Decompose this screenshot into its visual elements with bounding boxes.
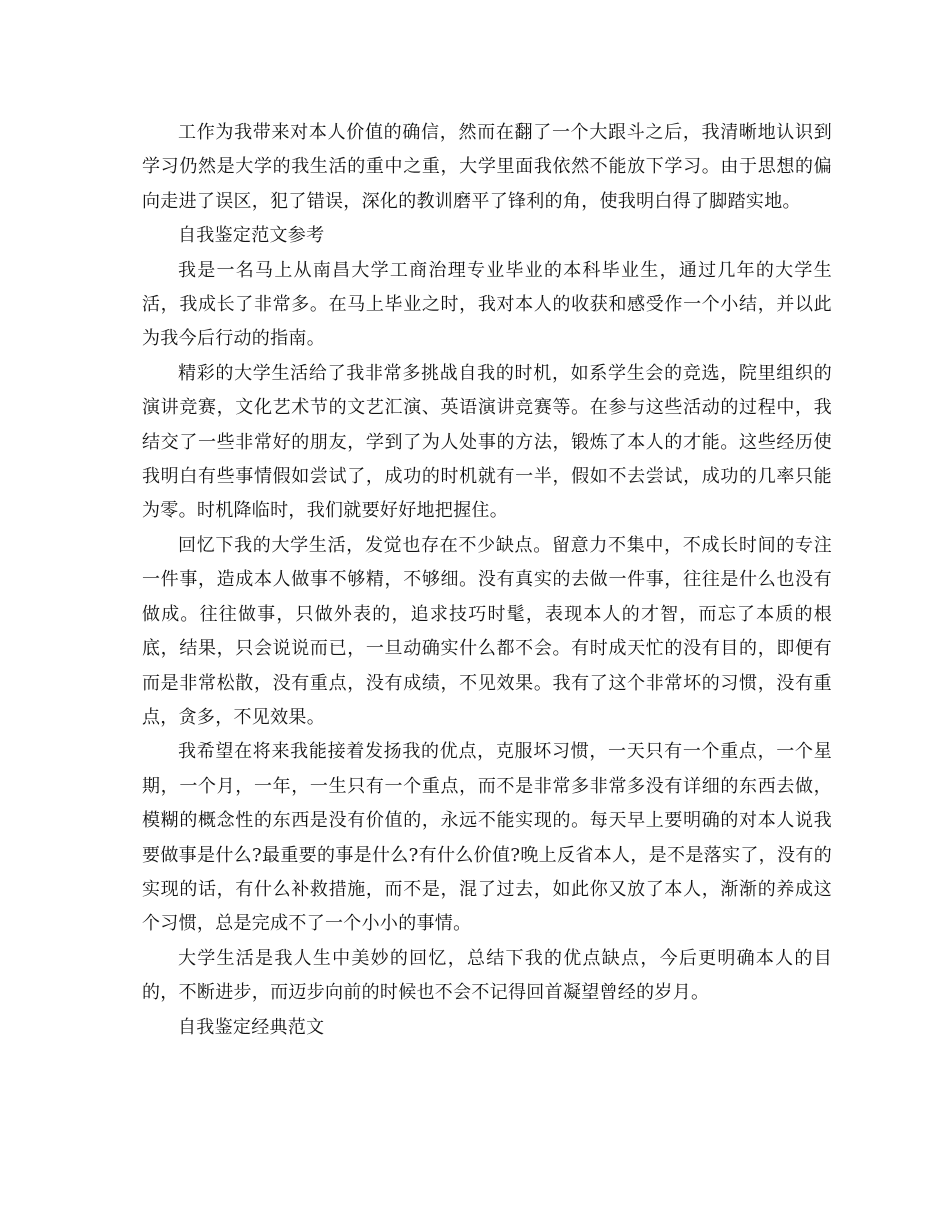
document-body	[142, 116, 832, 1045]
section-heading-reference: 自我鉴定范文参考	[178, 225, 325, 247]
section-heading-classic: 自我鉴定经典范文	[178, 1016, 325, 1038]
paragraph-future-goals: 我希望在将来我能接着发扬我的优点，克服坏习惯，一天只有一个重点，一个星期，一个月，一年，一生只有一个重点，而不是非常多非常多没有详细的东西去做，模糊的概念性的东西是没有价值的，永远不能实现的。每天早上要明确的对本人说我要做事是什么?最重要的事是什么?有什么价值?晚上反省本人，是不是落实了，没有的实现的话，有什么补救措施，而不是，混了过去，如此你又放了本人，渐渐的养成这个习惯，总是完成不了一个小小的事情。	[142, 741, 832, 935]
paragraph-work-reflection: 工作为我带来对本人价值的确信，然而在翻了一个大跟斗之后，我清晰地认识到学习仍然是大学的我生活的重中之重，大学里面我依然不能放下学习。由于思想的偏向走进了误区，犯了错误，深化的教训磨平了锋利的角，使我明白得了脚踏实地。	[142, 122, 832, 212]
paragraph-introduction: 我是一名马上从南昌大学工商治理专业毕业的本科毕业生，通过几年的大学生活，我成长了非常多。在马上毕业之时，我对本人的收获和感受作一个小结，并以此为我今后行动的指南。	[142, 259, 832, 350]
paragraph-shortcomings: 回忆下我的大学生活，发觉也存在不少缺点。留意力不集中，不成长时间的专注一件事，造成本人做事不够精，不够细。没有真实的去做一件事，往往是什么也没有做成。往往做事，只做外表的，追求技巧时髦，表现本人的才智，而忘了本质的根底，结果，只会说说而已，一旦动确实什么都不会。有时成天忙的没有目的，即便有而是非常松散，没有重点，没有成绩，不见效果。我有了这个非常坏的习惯，没有重点，贪多，不见效果。	[142, 534, 832, 728]
paragraph-activities: 精彩的大学生活给了我非常多挑战自我的时机，如系学生会的竞选，院里组织的演讲竞赛，文化艺术节的文艺汇演、英语演讲竞赛等。在参与这些活动的过程中，我结交了一些非常好的朋友，学到了为人处事的方法，锻炼了本人的才能。这些经历使我明白有些事情假如尝试了，成功的时机就有一半，假如不去尝试，成功的几率只能为零。时机降临时，我们就要好好地把握住。	[142, 362, 832, 522]
paragraph-conclusion: 大学生活是我人生中美妙的回忆，总结下我的优点缺点，今后更明确本人的目的，不断进步，而迈步向前的时候也不会不记得回首凝望曾经的岁月。	[142, 947, 832, 1004]
